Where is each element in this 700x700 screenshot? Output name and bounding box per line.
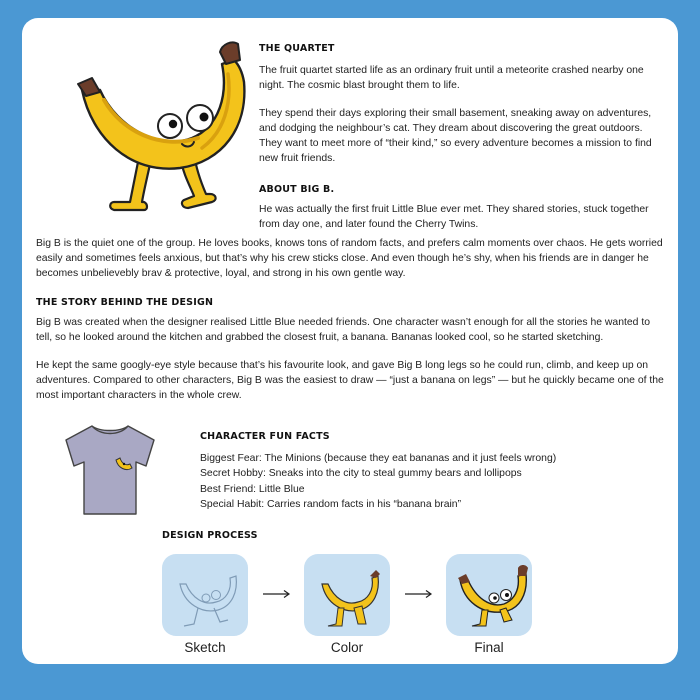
quartet-paragraph-1: The fruit quartet started life as an ordinary fruit until a meteorite crashed nearby one night. The cosmic blast brought them to life. <box>259 65 644 91</box>
arrow-right-icon <box>404 589 434 599</box>
about-paragraph: He was actually the first fruit Little Blue ever met. They shared stories, stuck together from day one, and later found the Cherry Twins. <box>259 204 649 230</box>
final-step-image <box>446 554 532 636</box>
t-shirt-icon <box>62 420 160 520</box>
fun-fact-item: Best Friend: Little Blue <box>200 483 305 495</box>
final-label: Final <box>474 640 504 655</box>
color-label: Color <box>330 640 364 655</box>
about-section <box>259 184 664 232</box>
about-heading: ABOUT BIG B. <box>259 184 335 195</box>
fun-fact-item: Secret Hobby: Sneaks into the city to steal gummy bears and lollipops <box>200 468 522 480</box>
fun-fact-item: Biggest Fear: The Minions (because they eat bananas and it just feels wrong) <box>200 453 557 464</box>
quartet-paragraph-3: They want to meet more of “their kind,” so every adventure becomes a mission to find new fruit friends. <box>259 138 652 164</box>
fun-facts-heading: CHARACTER FUN FACTS <box>200 431 330 442</box>
sketch-label: Sketch <box>184 640 226 655</box>
color-step-image <box>304 554 390 636</box>
banana-character-illustration <box>52 34 252 216</box>
quartet-heading: THE QUARTET <box>259 43 335 54</box>
sketch-step-image <box>162 554 248 636</box>
story-section <box>36 297 666 403</box>
story-paragraph-2: He kept the same googly-eye style because that’s his favourite look, and gave Big B long legs so he could run, climb, and keep up on adventures. Compared to other characters, Big B was the easiest to draw — “just a banana on legs” — but he quickly became one of the most important characters in the whole crew. <box>36 360 664 401</box>
quartet-section <box>259 43 664 166</box>
design-process-heading: DESIGN PROCESS <box>162 530 258 541</box>
quartet-paragraph-2: They spend their days exploring their small basement, sneaking away on adventures, and dodging the neighbour’s cat. They dream about discovering the great outdoors. <box>259 108 652 134</box>
info-card <box>22 18 678 664</box>
story-heading: THE STORY BEHIND THE DESIGN <box>36 297 214 308</box>
fun-facts-section <box>200 431 660 512</box>
fun-fact-item: Special Habit: Carries random facts in his “banana brain” <box>200 498 462 510</box>
arrow-right-icon <box>262 589 292 599</box>
story-paragraph-1: Big B was created when the designer realised Little Blue needed friends. One character wasn’t enough for all the stories he wanted to tell, so he looked around the kitchen and grabbed the closest fruit, a banana. Bananas looked cool, so he started sketching. <box>36 317 650 343</box>
bigb-paragraph: Big B is the quiet one of the group. He loves books, knows tons of random facts, and prefers calm moments over chaos. He gets worried easily and sometimes feels anxious, but that’s why his crew sticks close. And even though he’s shy, when his friends are in danger he becomes unbelievebly brav & protective, loyal, and strong in his own gentle way. <box>36 238 663 279</box>
